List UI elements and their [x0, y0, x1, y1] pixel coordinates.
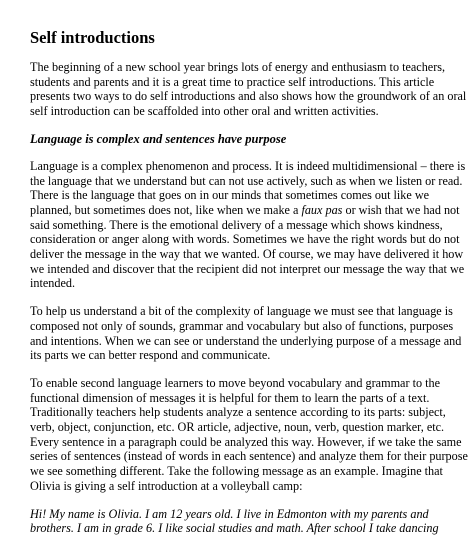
example-paragraph: [30, 507, 460, 536]
text-line: students and parents and it is a great time to practice self introductions. This article: [30, 74, 435, 89]
faux-pas-term: faux pas: [301, 202, 343, 217]
text-line: verb, object, conjunction, etc. OR article, adjective, noun, verb, question marker, etc.: [30, 420, 445, 435]
text-line: To enable second language learners to move beyond vocabulary and grammar to the: [30, 375, 440, 390]
text-line: Language is a complex phenomenon and process. It is indeed multidimensional – there is: [30, 158, 466, 173]
text-line: consideration or anger along with words. Sometimes we have the right words but do not: [30, 232, 460, 247]
text-line: presents two ways to do self introductions and also shows how the groundwork of an oral: [30, 89, 467, 104]
text-line: There is the language that goes on in our minds that sometimes comes out like we: [30, 188, 430, 203]
text-line: said something. There is the emotional delivery of a message which shows kindness,: [30, 217, 443, 232]
text-line: Traditionally teachers help students analyze a sentence according to its parts: subject,: [30, 405, 446, 420]
text-line: Olivia is giving a self introduction at a volleyball camp:: [30, 478, 303, 493]
text-line: composed not only of sounds, grammar and vocabulary but also of functions, purposes: [30, 318, 454, 333]
document-page: [30, 28, 468, 549]
text-line: To help us understand a bit of the complexity of language we must see that language is: [30, 304, 453, 319]
text-line: its parts we can better respond and communicate.: [30, 348, 271, 363]
text-line: self introduction can be scaffolded into other oral and written activities.: [30, 104, 379, 119]
text-line: we intended and discover that the recipient did not interpret our message the way that we: [30, 261, 465, 276]
purpose-paragraph: [30, 304, 460, 363]
parts-paragraph: [30, 375, 468, 494]
intro-paragraph: [30, 60, 467, 119]
text-line: we see something different. Take the following message as an example. Imagine that: [30, 464, 443, 479]
text-line: Every sentence in a paragraph could be analyzed this way. However, if we take the same: [30, 434, 462, 449]
section-heading: Language is complex and sentences have purpose: [30, 131, 287, 146]
text-line: deliver the message in the way that we wanted. Of course, we may have delivered it how: [30, 247, 464, 262]
text-fragment: or wish that we had not: [342, 202, 460, 217]
text-line: and intentions. When we can see or understand the underlying purpose of a message and: [30, 333, 462, 348]
document-title: Self introductions: [30, 28, 155, 47]
text-fragment: planned, but sometimes does not, like when we make a: [30, 202, 302, 217]
text-line: Hi! My name is Olivia. I am 12 years old. I live in Edmonton with my parents and: [30, 506, 429, 521]
text-line: The beginning of a new school year brings lots of energy and enthusiasm to teachers,: [30, 60, 446, 74]
text-line: brothers. I am in grade 6. I like social studies and math. After school I take dancing: [30, 521, 439, 536]
text-line: [30, 203, 460, 218]
complexity-paragraph: [30, 158, 466, 291]
text-line: the language that we understand but can not use actively, such as when we listen or read.: [30, 173, 463, 188]
text-line: series of sentences (instead of words in each sentence) and analyze them for their purpose: [30, 449, 468, 464]
text-line: intended.: [30, 276, 76, 291]
text-line: functional dimension of messages it is helpful for them to learn the parts of a text.: [30, 390, 430, 405]
